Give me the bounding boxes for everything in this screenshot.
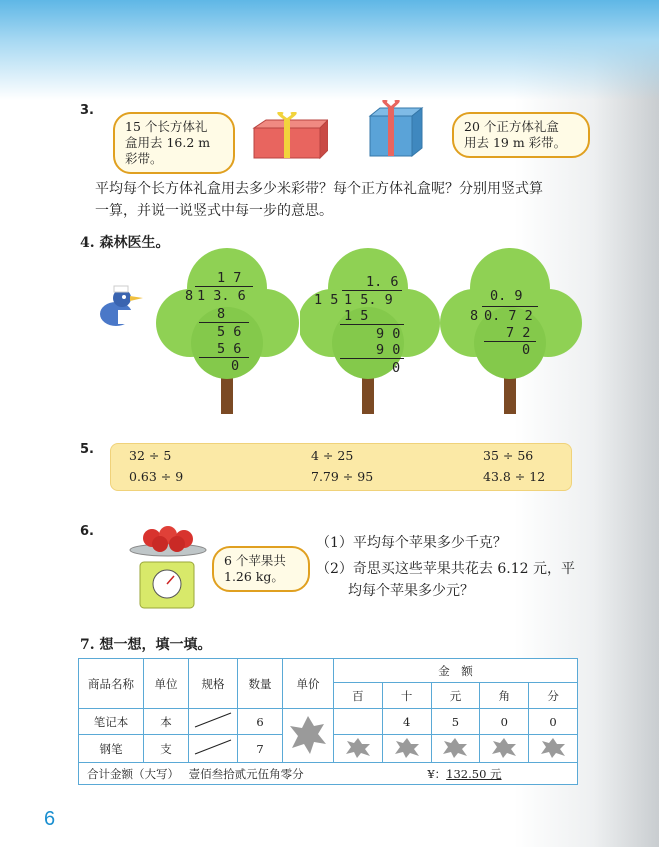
ink-blot-icon [441, 736, 469, 758]
cube-gift-box-icon [366, 100, 426, 160]
bubble-line: 20 个正方体礼盒 [464, 119, 559, 134]
header-amount: 金 额 [334, 659, 578, 683]
divisor: 1 5 [314, 292, 339, 308]
apple-scale-icon [128, 522, 212, 612]
digit-cell: 0 [480, 709, 529, 735]
step: 7 2 [506, 325, 531, 341]
slash-mark [193, 738, 233, 756]
table-row [79, 709, 578, 735]
q6-bubble [212, 546, 310, 592]
divisor: 8 [185, 288, 194, 304]
step: 5 6 [217, 341, 242, 357]
quotient: 0. 9 [490, 288, 523, 304]
step-line [199, 322, 249, 323]
total-words: 壹佰叁拾贰元伍角零分 [188, 766, 304, 781]
ink-blot-icon [344, 736, 372, 758]
tree-1 [155, 248, 300, 418]
woodpecker-doctor-icon [88, 280, 144, 336]
header-price: 单价 [283, 659, 334, 709]
digit-cell-blot [431, 735, 480, 763]
digit-cell [334, 709, 383, 735]
digit-cell-blot [480, 735, 529, 763]
q6-number: 6. [80, 524, 94, 539]
top-header-band [0, 0, 659, 100]
q7-title: 7. 想一想，填一填。 [80, 637, 212, 653]
table-total-row [79, 763, 578, 785]
item-unit: 本 [144, 709, 189, 735]
digit-header: 角 [480, 683, 529, 709]
quotient: 1 7 [217, 270, 242, 286]
digit-header: 百 [334, 683, 383, 709]
shopping-receipt-table [78, 658, 578, 785]
expression: 0.63 ÷ 9 [129, 469, 184, 484]
digit-header: 十 [382, 683, 431, 709]
ink-blot-icon [393, 736, 421, 758]
step: 0 [522, 342, 531, 358]
quotient: 1. 6 [366, 274, 399, 290]
q6-sub2-line2: 均每个苹果多少元？ [348, 583, 474, 599]
step: 0 [231, 358, 240, 374]
dividend: 0. 7 2 [484, 308, 533, 324]
step-line [340, 358, 404, 359]
ink-blot-icon [288, 712, 328, 756]
step: 5 6 [217, 324, 242, 340]
step: 0 [392, 360, 401, 376]
expression: 35 ÷ 56 [483, 448, 534, 463]
q6-sub2-line1: （2）奇思买这些苹果共花去 6.12 元，平 [316, 561, 575, 577]
dividend: 1 5. 9 [344, 292, 393, 308]
step: 8 [217, 306, 226, 322]
header-qty: 数量 [238, 659, 283, 709]
slash-mark [193, 711, 233, 729]
header-spec: 规格 [189, 659, 238, 709]
digit-cell-blot [334, 735, 383, 763]
step: 1 5 [344, 308, 369, 324]
digit-header: 分 [529, 683, 578, 709]
bubble-line: 6 个苹果共 [224, 553, 286, 568]
rectangular-gift-box-icon [248, 112, 328, 162]
digit-cell-blot [529, 735, 578, 763]
item-spec [189, 709, 238, 735]
item-spec [189, 735, 238, 763]
digit-cell-blot [382, 735, 431, 763]
header-name: 商品名称 [79, 659, 144, 709]
item-qty: 6 [238, 709, 283, 735]
division-bar [195, 286, 253, 287]
bubble-line: 盒用去 16.2 m [125, 135, 211, 150]
item-name: 笔记本 [79, 709, 144, 735]
q3-number: 3. [80, 103, 94, 118]
q3-bubble-right [452, 112, 590, 158]
divisor: 8 [470, 308, 479, 324]
expression: 32 ÷ 5 [129, 448, 172, 463]
digit-header: 元 [431, 683, 480, 709]
header-unit: 单位 [144, 659, 189, 709]
item-name: 钢笔 [79, 735, 144, 763]
dividend: 1 3. 6 [197, 288, 246, 304]
item-price-blot [283, 709, 334, 763]
division-bar [342, 290, 402, 291]
item-qty: 7 [238, 735, 283, 763]
q6-sub1: （1）平均每个苹果多少千克？ [316, 535, 507, 551]
expression: 43.8 ÷ 12 [483, 469, 546, 484]
item-unit: 支 [144, 735, 189, 763]
total-label: 合计金额（大写） [87, 766, 179, 781]
digit-cell: 4 [382, 709, 431, 735]
division-bar [482, 306, 538, 307]
bubble-line: 用去 19 m 彩带。 [464, 135, 567, 150]
total-value: 132.50 元 [446, 766, 502, 781]
expression: 7.79 ÷ 95 [311, 469, 374, 484]
total-prefix: ¥： [427, 766, 447, 781]
ink-blot-icon [490, 736, 518, 758]
tree-3 [440, 248, 585, 418]
q5-number: 5. [80, 442, 94, 457]
q3-bubble-left [113, 112, 235, 174]
bubble-line: 15 个长方体礼 [125, 119, 208, 134]
step-line [199, 357, 249, 358]
tree-2 [300, 248, 445, 418]
q5-expression-box [110, 443, 572, 491]
step: 9 0 [376, 342, 401, 358]
q3-text-line2: 一算，并说一说竖式中每一步的意思。 [95, 203, 333, 219]
ink-blot-icon [539, 736, 567, 758]
bubble-line: 彩带。 [125, 151, 163, 166]
step-line [340, 324, 404, 325]
q3-text-line1: 平均每个长方体礼盒用去多少米彩带？每个正方体礼盒呢？分别用竖式算 [95, 181, 543, 197]
expression: 4 ÷ 25 [311, 448, 354, 463]
bubble-line: 1.26 kg。 [224, 569, 284, 584]
digit-cell: 0 [529, 709, 578, 735]
digit-cell: 5 [431, 709, 480, 735]
q4-title: 4. 森林医生。 [80, 235, 170, 251]
page-number: 6 [44, 808, 56, 830]
step: 9 0 [376, 326, 401, 342]
